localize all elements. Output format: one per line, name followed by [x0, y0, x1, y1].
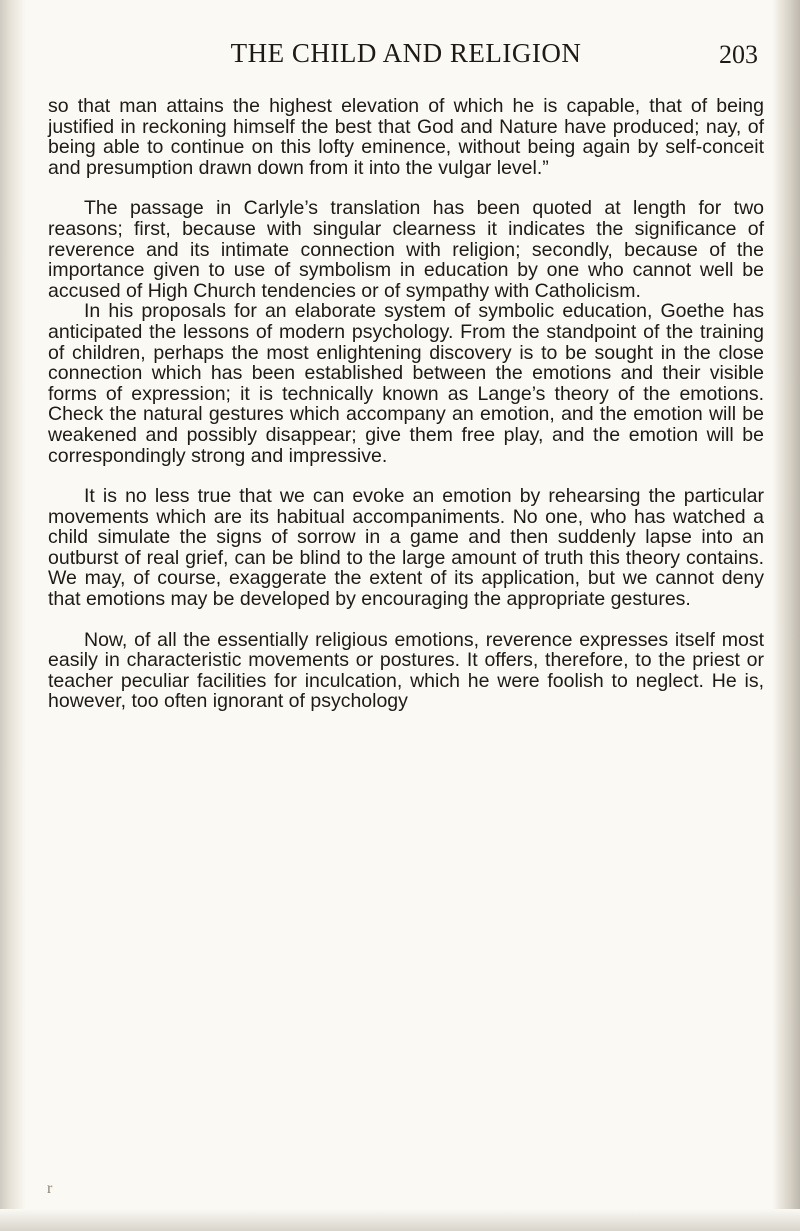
- paragraph: The passage in Carlyle’s translation has been quoted at length for two reasons; first, because with singular clearness it indicates the significance of reverence and its intimate connection with religion; secondly, because of the importance given to use of symbolism in education by one who cannot well be accused of High Church tendencies or of sympathy with Catholicism.: [48, 197, 764, 302]
- paragraph: It is no less true that we can evoke an emotion by rehearsing the particular movements which are its habitual accompaniments. No one, who has watched a child simulate the signs of sorrow in a game and then suddenly lapse into an outburst of real grief, can be blind to the large amount of truth this theory contains. We may, of course, exaggerate the extent of its application, but we cannot deny that emotions may be developed by encouraging the appropriate gestures.: [48, 485, 764, 611]
- running-head-title: THE CHILD AND RELIGION: [230, 38, 582, 68]
- body-text: [48, 96, 764, 712]
- paragraph: Now, of all the essentially religious emotions, reverence expresses itself most easily in characteristic movements or postures. It offers, therefore, to the priest or teacher peculiar facilities for inculcation, which he were foolish to neglect. He is, however, too often ignorant of psychology: [48, 628, 764, 713]
- page-gutter-shadow: [0, 0, 26, 1231]
- stray-print-mark: r: [47, 1180, 53, 1197]
- page-edge-shadow: [772, 0, 800, 1231]
- running-head: [46, 38, 766, 78]
- page-bottom-shadow: [0, 1209, 800, 1231]
- paragraph: In his proposals for an elaborate system of symbolic education, Goethe has anticipated the lessons of modern psychology. From the standpoint of the training of children, perhaps the most enlightening discovery is to be sought in the close connection which has been established between the emotions and their visible forms of expression; it is technically known as Lange’s theory of the emotions. Check the natural gestures which accompany an emotion, and the emotion will be weakened and possibly disappear; give them free play, and the emotion will be correspondingly strong and impressive.: [48, 300, 764, 467]
- paragraph-continuation: so that man attains the highest elevation of which he is capable, that of being justified in reckoning himself the best that God and Nature have produced; nay, of being able to continue on this lofty eminence, without being again by self-conceit and presumption drawn down from it into the vulgar level.”: [48, 95, 764, 179]
- page-number: 203: [719, 40, 758, 69]
